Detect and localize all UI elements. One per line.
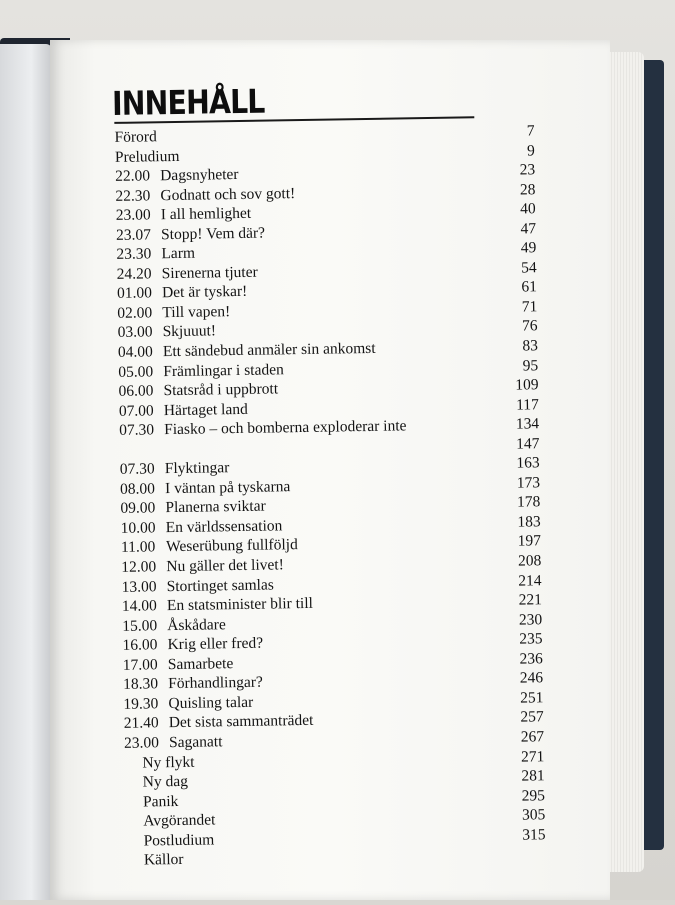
entry-title: Godnatt och sov gott! <box>160 184 296 204</box>
entry-title: Främlingar i staden <box>163 360 284 380</box>
entry-title: Larm <box>161 244 196 263</box>
entry-page-number: 246 <box>519 669 544 687</box>
entry-time: 23.00 <box>123 734 160 752</box>
entry-title: Dagsnyheter <box>160 166 239 185</box>
entry-page-number: 257 <box>520 708 544 727</box>
entry-title: En världssensation <box>165 517 283 537</box>
entry-time: 05.00 <box>118 362 154 381</box>
entry-page-number: 214 <box>518 571 542 590</box>
entry-time: 21.40 <box>123 714 159 733</box>
entry-title: Åskådare <box>167 615 226 634</box>
entry-title: Stortinget samlas <box>166 576 274 595</box>
entry-page-number: 7 <box>526 122 535 140</box>
entry-page-number: 163 <box>516 454 540 472</box>
entry-title: Samarbete <box>167 654 234 673</box>
entry-page-number: 117 <box>515 395 539 414</box>
entry-time: 17.00 <box>122 656 158 674</box>
entry-time: 01.00 <box>116 284 153 303</box>
entry-page-number: 271 <box>520 747 545 766</box>
entry-title: I väntan på tyskarna <box>164 478 291 498</box>
entry-time: 23.00 <box>115 206 151 225</box>
entry-page-number: 109 <box>515 376 539 394</box>
entry-page-number: 267 <box>520 728 545 746</box>
page-title: INNEHÅLL <box>111 81 265 123</box>
entry-time: 03.00 <box>117 323 153 342</box>
entry-time: 22.00 <box>115 167 151 186</box>
entry-page-number: 49 <box>520 239 537 257</box>
entry-page-number: 178 <box>516 493 541 512</box>
entry-title: Härtaget land <box>163 400 248 419</box>
entry-time: 06.00 <box>118 382 154 400</box>
entry-time: 14.00 <box>121 597 157 615</box>
entry-title: Förord <box>114 128 157 146</box>
entry-page-number: 235 <box>519 630 543 648</box>
entry-page-number: 134 <box>515 415 540 433</box>
entry-title: Skjuuut! <box>162 322 217 341</box>
entry-title: Det sista sammanträdet <box>168 712 314 732</box>
entry-title: I all hemlighet <box>160 204 252 224</box>
entry-title: Fiasko – och bomberna exploderar inte <box>164 417 407 439</box>
entry-page-number: 147 <box>516 435 540 453</box>
entry-page-number: 173 <box>516 474 541 492</box>
entry-title: Krig eller fred? <box>167 634 264 654</box>
entry-title: Sirenerna tjuter <box>161 263 258 283</box>
entry-page-number: 295 <box>521 786 546 805</box>
entry-title: Stopp! Vem där? <box>160 224 266 243</box>
entry-title: Avgörandet <box>143 811 216 830</box>
entry-title: Det är tyskar! <box>161 283 248 302</box>
entry-title: Planerna sviktar <box>165 497 266 517</box>
entry-page-number: 305 <box>521 806 546 824</box>
entry-page-number: 251 <box>520 689 544 707</box>
entry-page-number: 281 <box>521 767 545 785</box>
entry-page-number: 23 <box>519 161 536 179</box>
entry-page-number: 47 <box>520 220 537 238</box>
entry-page-number: 183 <box>517 513 541 531</box>
entry-time: 08.00 <box>119 480 156 498</box>
entry-title: Ett sändebud anmäler sin ankomst <box>162 339 376 361</box>
entry-time: 07.30 <box>119 460 155 479</box>
entry-title: Weserübung fullföljd <box>165 536 298 556</box>
entry-time: 24.20 <box>116 265 152 283</box>
entry-title: Förhandlingar? <box>168 673 263 693</box>
entry-page-number: 76 <box>521 317 538 336</box>
entry-time: 02.00 <box>117 304 153 322</box>
entry-page-number: 61 <box>521 278 538 296</box>
entry-page-number: 221 <box>518 591 543 609</box>
entry-time: 19.30 <box>123 695 159 713</box>
entry-title: Källor <box>143 851 184 869</box>
entry-page-number: 236 <box>519 650 543 668</box>
entry-time: 16.00 <box>122 636 158 655</box>
entry-page-number: 95 <box>522 356 539 375</box>
entry-time: 07.30 <box>119 421 155 440</box>
entry-title: Flyktingar <box>164 459 230 478</box>
entry-title: Postludium <box>143 831 215 850</box>
entry-title: Nu gäller det livet! <box>166 556 284 576</box>
entry-time: 07.00 <box>118 401 154 420</box>
entry-title: Quisling talar <box>168 693 254 712</box>
entry-time: 12.00 <box>121 558 157 576</box>
entry-title: Preludium <box>114 147 180 166</box>
entry-time: 23.07 <box>115 226 152 244</box>
entry-time: 22.30 <box>115 187 151 205</box>
entry-page-number: 197 <box>517 532 542 551</box>
entry-time: 04.00 <box>117 343 153 361</box>
entry-page-number: 71 <box>521 298 538 316</box>
entry-title: Ny dag <box>142 772 189 791</box>
entry-page-number: 83 <box>522 337 539 355</box>
entry-time: 11.00 <box>120 538 156 557</box>
entry-title: Panik <box>142 792 179 811</box>
entry-page-number: 40 <box>520 200 536 218</box>
entry-time: 09.00 <box>120 499 156 518</box>
entry-time: 23.30 <box>116 245 152 264</box>
entry-time: 15.00 <box>122 616 158 635</box>
entry-time: 13.00 <box>121 577 157 596</box>
entry-title: En statsminister blir till <box>166 594 313 615</box>
entry-time: 10.00 <box>120 519 156 537</box>
entry-title: Till vapen! <box>162 303 231 322</box>
entry-page-number: 315 <box>522 825 546 844</box>
entry-page-number: 54 <box>521 259 537 277</box>
entry-page-number: 208 <box>517 552 542 570</box>
entry-time: 18.30 <box>123 675 159 694</box>
entry-title: Statsråd i uppbrott <box>163 380 279 400</box>
entry-page-number: 9 <box>526 141 535 159</box>
entry-title: Saganatt <box>168 733 223 752</box>
entry-title: Ny flykt <box>142 753 195 772</box>
entry-page-number: 230 <box>518 610 543 629</box>
entry-page-number: 28 <box>519 180 536 199</box>
table-of-contents <box>114 121 546 870</box>
